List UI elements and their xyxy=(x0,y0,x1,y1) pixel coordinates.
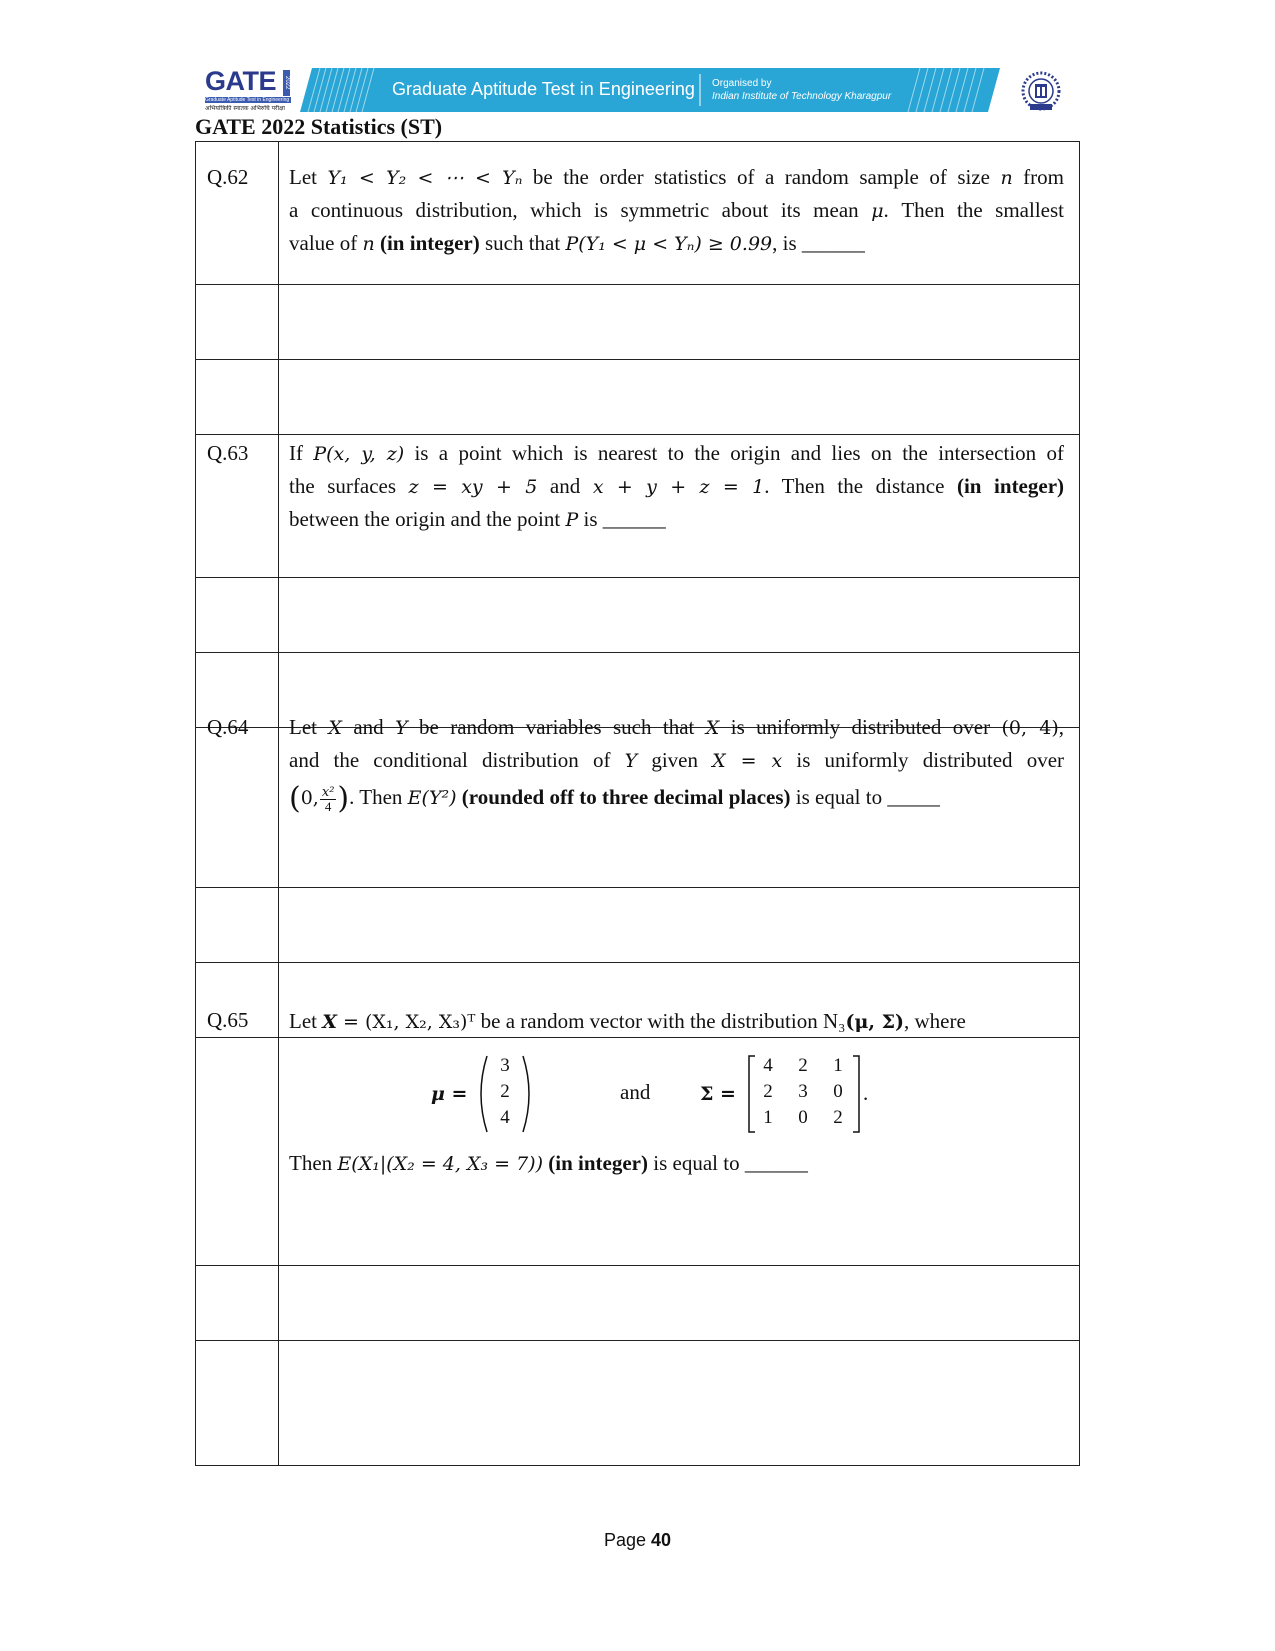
table-row-border xyxy=(195,577,1080,578)
gate-logo-subtitle: Graduate Aptitude Test in Engineering xyxy=(205,97,290,103)
text-fragment: Let xyxy=(289,1009,323,1033)
question-number: Q.65 xyxy=(207,1008,249,1032)
emphasis-text: (in integer) xyxy=(379,231,480,255)
document-title: GATE 2022 Statistics (ST) xyxy=(195,114,443,139)
math-expression: n xyxy=(362,233,375,255)
question-line xyxy=(289,161,1064,194)
text-fragment: is uniformly distributed over xyxy=(782,748,1065,772)
table-row-border xyxy=(195,284,1080,285)
fraction-numerator: x² xyxy=(321,784,335,800)
mu-vector-entry: 4 xyxy=(500,1107,510,1128)
table-row-border xyxy=(195,359,1080,360)
fraction-denominator: 4 xyxy=(324,798,332,814)
question-line xyxy=(289,437,1064,470)
math-expression: 0, xyxy=(300,787,319,809)
emphasis-text: (in integer) xyxy=(956,474,1065,498)
text-fragment: such that xyxy=(479,231,566,255)
math-expression: X xyxy=(328,717,342,739)
mu-vector-entry: 3 xyxy=(500,1055,510,1076)
text-fragment: Let xyxy=(289,165,328,189)
text-fragment: . Then the distance xyxy=(764,474,957,498)
question-line xyxy=(289,711,1064,744)
gate-logo xyxy=(205,68,293,116)
question-number: Q.62 xyxy=(207,165,249,189)
sigma-matrix-entry: 4 xyxy=(763,1055,773,1076)
math-expression: Y xyxy=(624,750,638,772)
table-row-border xyxy=(195,141,1080,142)
sigma-matrix-entry: 2 xyxy=(763,1081,773,1102)
math-expression: Y₁ < Y₂ < ⋯ < Yₙ xyxy=(327,167,523,189)
matrix-period: . xyxy=(863,1081,869,1105)
question-line xyxy=(289,194,1064,227)
math-expression: μ xyxy=(871,200,884,222)
banner-organiser: Indian Institute of Technology Kharagpur xyxy=(712,91,892,102)
math-fraction xyxy=(320,786,337,813)
text-fragment: If xyxy=(289,441,314,465)
table-row-border xyxy=(195,962,1080,963)
text-fragment: the surfaces xyxy=(289,474,409,498)
math-expression: E(X₁|(X₂ = 4, X₃ = 7)) xyxy=(337,1153,544,1175)
sigma-matrix-entry: 1 xyxy=(833,1055,843,1076)
question-text xyxy=(289,1005,1064,1038)
question-line xyxy=(289,470,1064,503)
math-expression: Σ = xyxy=(700,1083,736,1105)
answer-blank: is equal to ______ xyxy=(648,1151,808,1175)
banner-organised-by: Organised by xyxy=(712,78,772,89)
question-number: Q.63 xyxy=(207,441,249,465)
math-expression: Y xyxy=(395,717,408,739)
text-fragment: from xyxy=(1012,165,1065,189)
sigma-matrix-entry: 1 xyxy=(763,1107,773,1128)
table-row-border xyxy=(195,1465,1080,1466)
text-fragment: and xyxy=(341,715,396,739)
text-fragment: and xyxy=(537,474,593,498)
text-fragment: , where xyxy=(904,1009,966,1033)
table-row-border xyxy=(195,1340,1080,1341)
text-fragment: . Then the smallest xyxy=(883,198,1064,222)
gate-logo-text: GATE xyxy=(205,66,276,96)
text-fragment: be a random vector with the distribution N₃ xyxy=(475,1009,846,1033)
text-fragment: is a point which is nearest to the origin and lies on the intersection of xyxy=(404,441,1064,465)
text-fragment: value of xyxy=(289,231,363,255)
gate-logo-hindi: अभियांत्रिकी स्नातक अभिरुचि परीक्षा xyxy=(205,105,285,112)
math-expression: μ = xyxy=(431,1083,468,1105)
question-number: Q.64 xyxy=(207,715,249,739)
text-fragment: and the conditional distribution of xyxy=(289,748,625,772)
table-border-right xyxy=(1079,141,1080,1466)
math-expression: X xyxy=(322,1011,337,1033)
page-label: Page xyxy=(603,1530,651,1550)
sigma-matrix-entry: 0 xyxy=(833,1081,843,1102)
page-number: 40 xyxy=(651,1530,672,1550)
question-line xyxy=(289,1147,1064,1180)
text-fragment: given xyxy=(637,748,713,772)
table-row-border xyxy=(195,434,1080,435)
mu-label xyxy=(431,1081,467,1106)
math-expression: X xyxy=(705,717,720,739)
table-divider xyxy=(278,141,279,1466)
question-line xyxy=(289,744,1064,777)
math-expression: x + y + z = 1 xyxy=(592,476,765,498)
math-paren: ( xyxy=(289,781,301,817)
page-footer xyxy=(0,1530,1275,1551)
sigma-matrix-entry: 0 xyxy=(798,1107,808,1128)
emphasis-text: (rounded off to three decimal places) xyxy=(461,785,791,809)
answer-blank: , is ______ xyxy=(772,231,865,255)
math-expression: (0, 4) xyxy=(1001,717,1059,739)
text-fragment: Then xyxy=(289,1151,338,1175)
question-text xyxy=(289,161,1064,260)
math-expression: (μ, Σ) xyxy=(845,1011,905,1033)
math-expression: z = xy + 5 xyxy=(408,476,538,498)
mu-vector-entry: 2 xyxy=(500,1081,510,1102)
sigma-matrix-entry: 2 xyxy=(798,1055,808,1076)
question-line xyxy=(289,227,1064,260)
text-fragment: be the order statistics of a random sample of size xyxy=(522,165,1001,189)
math-expression: n xyxy=(1000,167,1013,189)
table-row-border xyxy=(195,887,1080,888)
emphasis-text: (in integer) xyxy=(548,1151,648,1175)
text-fragment: . Then xyxy=(349,785,408,809)
table-border-left xyxy=(195,141,196,1466)
text-fragment: , xyxy=(1058,715,1064,739)
math-expression: X = x xyxy=(712,750,783,772)
text-fragment: between the origin and the point xyxy=(289,507,566,531)
math-expression: E(Y²) xyxy=(407,787,457,809)
sigma-label xyxy=(700,1081,736,1106)
text-fragment: is uniformly distributed over xyxy=(719,715,1002,739)
answer-blank: is ______ xyxy=(578,507,666,531)
question-text xyxy=(289,711,1064,815)
question-line xyxy=(289,781,1064,815)
question-text xyxy=(289,1147,1064,1180)
question-table xyxy=(195,141,1080,1466)
question-line xyxy=(289,503,1064,536)
question-text xyxy=(289,437,1064,536)
text-fragment: a continuous distribution, which is symmetric about its mean xyxy=(289,198,872,222)
math-expression: = (X₁, X₂, X₃)ᵀ xyxy=(336,1011,476,1033)
math-paren: ) xyxy=(337,781,350,817)
banner-title: Graduate Aptitude Test in Engineering xyxy=(392,79,695,99)
table-row-border xyxy=(195,1265,1080,1266)
answer-blank: is equal to _____ xyxy=(790,785,940,809)
text-fragment: be random variables such that xyxy=(407,715,706,739)
iit-kharagpur-emblem-icon xyxy=(1020,70,1062,114)
gate-logo-year: 2022 xyxy=(283,70,290,96)
question-line xyxy=(289,1005,1064,1038)
math-expression: P xyxy=(565,509,579,531)
math-expression: P(x, y, z) xyxy=(313,443,405,465)
math-expression: P(Y₁ < μ < Yₙ) ≥ 0.99 xyxy=(565,233,773,255)
sigma-matrix-entry: 2 xyxy=(833,1107,843,1128)
table-row-border xyxy=(195,652,1080,653)
sigma-matrix-entry: 3 xyxy=(798,1081,808,1102)
and-word: and xyxy=(620,1080,651,1104)
text-fragment: Let xyxy=(289,715,329,739)
